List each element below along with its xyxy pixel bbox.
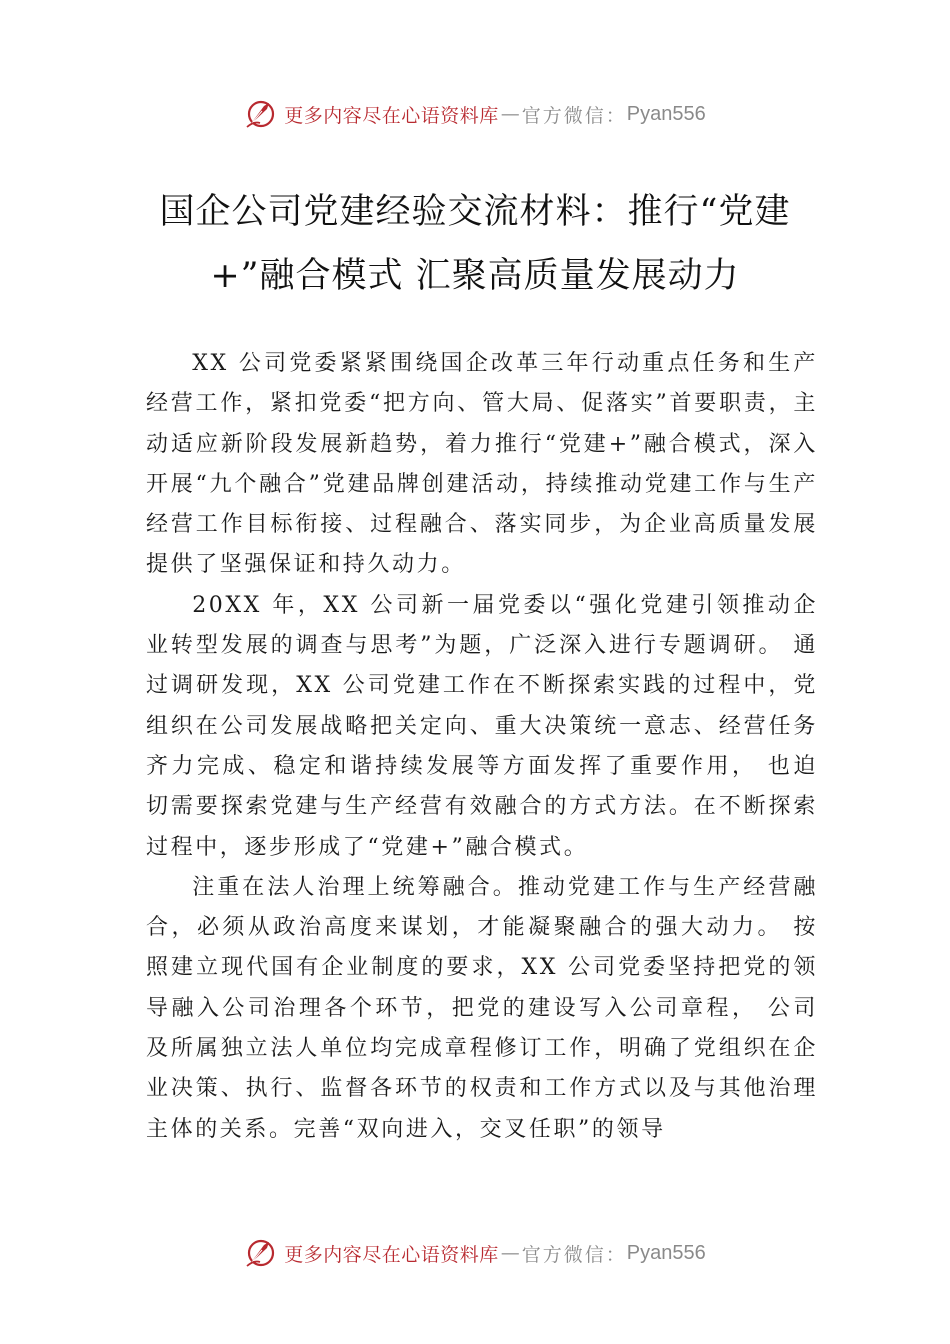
body-paragraph-1: XX 公司党委紧紧围绕国企改革三年行动重点任务和生产经营工作，紧扣党委“把方向、管大局、促落实”首要职责，主动适应新阶段发展新趋势，着力推行“党建+”融合模式，深入开展“九个融合”党建品牌创建活动，持续推动党建工作与生产经营工作目标衔接、过程融合、落实同步，为企业高质量发展提供了坚强保证和持久动力。: [146, 351, 818, 578]
quill-pen-logo-icon: [244, 1236, 278, 1270]
footer-watermark-banner: [0, 1233, 950, 1273]
footer-wechat-label: 官方微信：: [521, 1243, 627, 1266]
body-paragraph-2: 20XX 年，XX 公司新一届党委以“强化党建引领推动企业转型发展的调查与思考”为题，广泛深入进行专题调研。 通过调研发现，XX 公司党建工作在不断探索实践的过程中，党组织在公司发展战略把关定向、重大决策统一意志、经营任务齐力完成、稳定和谐持续发展等方面发挥了重要作用， 也迫切需要探索党建与生产经营有效融合的方式方法。在不断探索过程中，逐步形成了“党建+”融合模式。: [146, 592, 818, 860]
banner-wechat-label: 官方微信：: [521, 104, 627, 127]
footer-brand-text: 更多内容尽在心语资料库: [284, 1243, 499, 1266]
title-line-1: 国企公司党建经验交流材料：推行“党建: [159, 192, 791, 232]
document-body: [146, 344, 818, 1150]
title-line-2: +”融合模式 汇聚高质量发展动力: [210, 256, 740, 296]
banner-wechat-id: Pyan556: [626, 102, 706, 125]
header-watermark-banner: [0, 94, 950, 134]
banner-brand-text: 更多内容尽在心语资料库: [284, 104, 499, 127]
banner-dash: —: [500, 103, 520, 125]
body-paragraph-3: 注重在法人治理上统筹融合。推动党建工作与生产经营融合，必须从政治高度来谋划，才能凝聚融合的强大动力。 按照建立现代国有企业制度的要求，XX 公司党委坚持把党的领导融入公司治理各个环节，把党的建设写入公司章程， 公司及所属独立法人单位均完成章程修订工作，明确了党组织在企业决策、执行、监督各环节的权责和工作方式以及与其他治理主体的关系。完善“双向进入，交叉任职”的领导: [146, 874, 818, 1142]
footer-dash: —: [500, 1242, 520, 1264]
footer-wechat-id: Pyan556: [626, 1241, 706, 1264]
document-title: [95, 180, 855, 308]
quill-pen-logo-icon: [244, 97, 278, 131]
